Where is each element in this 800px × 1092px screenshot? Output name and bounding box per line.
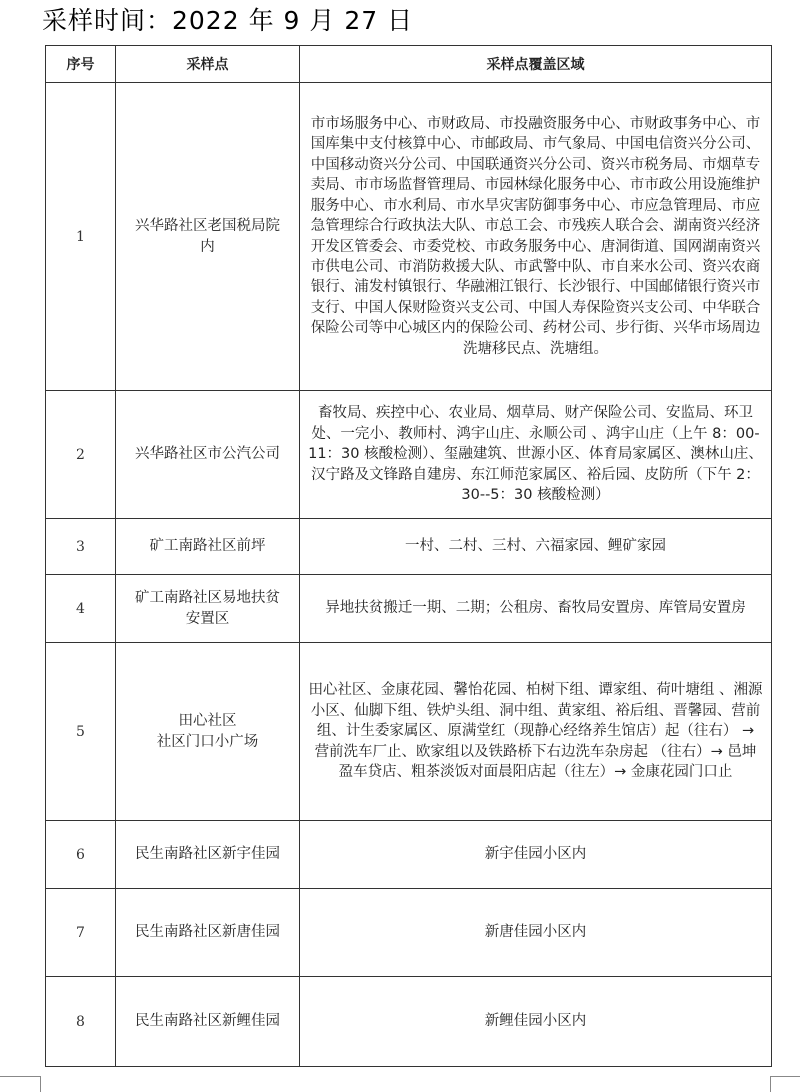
header-seq: 序号 [46, 46, 116, 83]
sampling-table [45, 45, 772, 1067]
row-area: 畜牧局、疾控中心、农业局、烟草局、财产保险公司、安监局、环卫处、一完小、教师村、鸿宇山庄、永顺公司 、鸿宇山庄（上午 8：00-11：30 核酸检测）、玺融建筑、世源小区、体育局家属区、澳林山庄、汉宁路及文锋路自建房、东江师范家属区、裕后园、皮防所（下午 2：30--5：30 核酸检测） [300, 391, 772, 519]
row-area: 新鲤佳园小区内 [300, 977, 772, 1067]
row-seq: 4 [46, 575, 116, 643]
crop-mark-left-vertical [40, 1076, 41, 1092]
crop-mark-right-vertical [770, 1076, 771, 1092]
row-area: 新唐佳园小区内 [300, 889, 772, 977]
row-area: 田心社区、金康花园、馨怡花园、柏树下组、谭家组、荷叶塘组 、湘源小区、仙脚下组、铁炉头组、洞中组、黄家组、裕后组、晋馨园、营前组、计生委家属区、原满堂红（现静心经络养生馆店）起（往右） → 营前洗车厂止、欧家组以及铁路桥下右边洗车杂房起 （往右）→ 邑坤盈车贷店、粗茶淡饭对面晨阳店起（往左）→ 金康花园门口止 [300, 643, 772, 821]
header-area: 采样点覆盖区域 [300, 46, 772, 83]
table-row [46, 391, 772, 519]
row-point: 田心社区 社区门口小广场 [116, 643, 300, 821]
row-seq: 1 [46, 83, 116, 391]
table-header-row [46, 46, 772, 83]
row-seq: 8 [46, 977, 116, 1067]
row-point: 矿工南路社区前坪 [116, 519, 300, 575]
row-seq: 3 [46, 519, 116, 575]
table-row [46, 643, 772, 821]
row-area: 市市场服务中心、市财政局、市投融资服务中心、市财政事务中心、市国库集中支付核算中心、市邮政局、市气象局、中国电信资兴分公司、中国移动资兴分公司、中国联通资兴分公司、资兴市税务局、市烟草专卖局、市市场监督管理局、市园林绿化服务中心、市市政公用设施维护服务中心、市水利局、市水旱灾害防御事务中心、市应急管理局、市应急管理综合行政执法大队、市总工会、市残疾人联合会、湖南资兴经济开发区管委会、市委党校、市政务服务中心、唐洞街道、国网湖南资兴市供电公司、市消防救援大队、市武警中队、市自来水公司、资兴农商银行、浦发村镇银行、华融湘江银行、长沙银行、中国邮储银行资兴市支行、中国人保财险资兴支公司、中国人寿保险资兴支公司、中华联合保险公司等中心城区内的保险公司、药材公司、步行街、兴华市场周边洗塘移民点、洗塘组。 [300, 83, 772, 391]
row-point: 兴华路社区市公汽公司 [116, 391, 300, 519]
table-row [46, 575, 772, 643]
row-seq: 6 [46, 821, 116, 889]
row-point: 民生南路社区新鲤佳园 [116, 977, 300, 1067]
row-point: 兴华路社区老国税局院内 [116, 83, 300, 391]
table-row [46, 83, 772, 391]
row-seq: 5 [46, 643, 116, 821]
table-row [46, 519, 772, 575]
row-point: 矿工南路社区易地扶贫安置区 [116, 575, 300, 643]
header-point: 采样点 [116, 46, 300, 83]
row-seq: 2 [46, 391, 116, 519]
crop-mark-right [770, 1076, 800, 1077]
page-title: 采样时间：2022 年 9 月 27 日 [42, 6, 414, 35]
row-point: 民生南路社区新唐佳园 [116, 889, 300, 977]
table-row [46, 889, 772, 977]
table-row [46, 821, 772, 889]
row-area: 异地扶贫搬迁一期、二期；公租房、畜牧局安置房、库管局安置房 [300, 575, 772, 643]
row-point: 民生南路社区新宇佳园 [116, 821, 300, 889]
row-seq: 7 [46, 889, 116, 977]
row-area: 一村、二村、三村、六福家园、鲤矿家园 [300, 519, 772, 575]
table-row [46, 977, 772, 1067]
crop-mark-left [0, 1076, 40, 1077]
row-area: 新宇佳园小区内 [300, 821, 772, 889]
